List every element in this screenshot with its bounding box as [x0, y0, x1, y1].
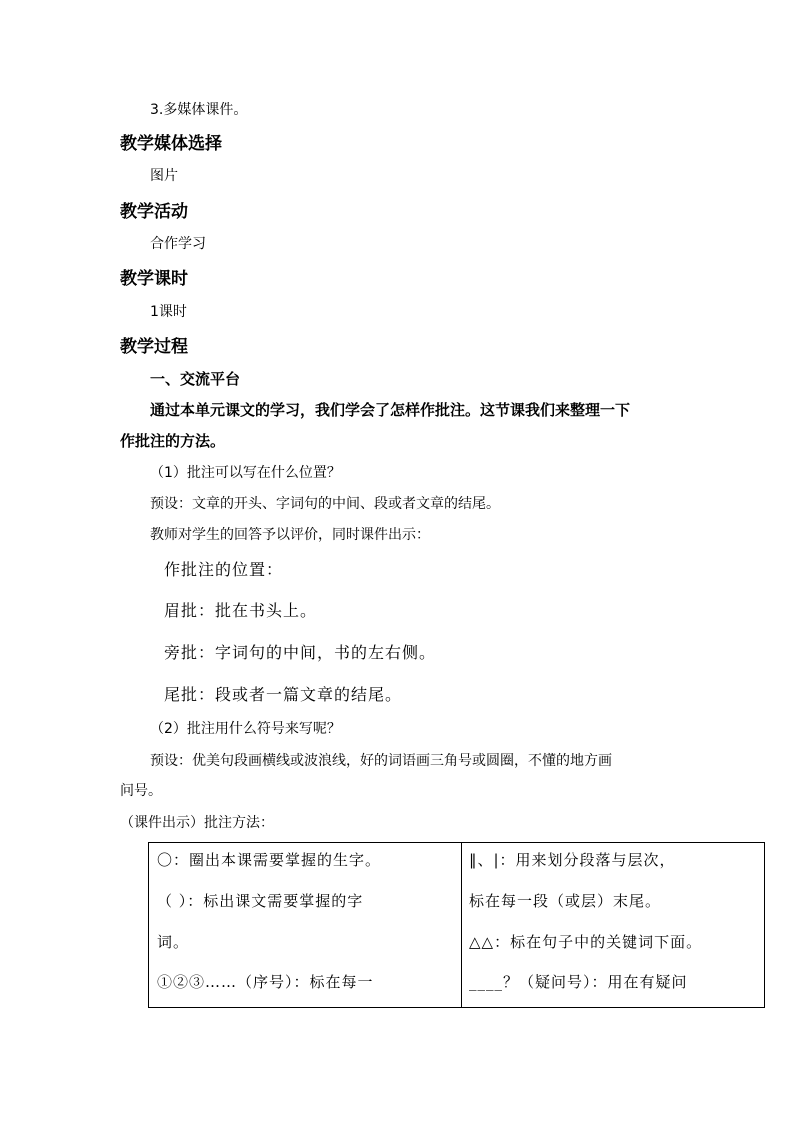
heading-media: 教学媒体选择: [120, 134, 222, 154]
table-cell-line: △△：标在句子中的关键词下面。: [469, 933, 703, 951]
table-divider: [461, 843, 462, 1007]
table-cell-line: 标在每一段（或层）末尾。: [469, 892, 662, 910]
method-label: （课件出示）批注方法：: [120, 815, 274, 831]
heading-activity: 教学活动: [120, 202, 188, 222]
teacher-note: 教师对学生的回答予以评价，同时课件出示：: [150, 527, 430, 543]
intro-line-1: 通过本单元课文的学习，我们学会了怎样作批注。这节课我们来整理一下: [150, 401, 631, 419]
list-item-multimedia: 3.多媒体课件。: [150, 102, 248, 118]
slide-title: 作批注的位置：: [164, 560, 284, 579]
intro-line-2: 作批注的方法。: [120, 432, 226, 450]
media-content: 图片: [150, 168, 178, 184]
table-cell-line: ①②③……（序号）：标在每一: [157, 973, 374, 991]
table-cell-line: 〇：圈出本课需要掌握的生字。: [157, 851, 382, 869]
slide-item: 旁批：字词句的中间，书的左右侧。: [164, 643, 437, 662]
preset-2-line-2: 问号。: [120, 783, 162, 799]
table-cell-line: ____？（疑问号）：用在有疑问: [469, 973, 688, 991]
duration-content: 1课时: [150, 304, 187, 320]
heading-duration: 教学课时: [120, 269, 188, 289]
heading-process: 教学过程: [120, 337, 188, 357]
question-2: （2）批注用什么符号来写呢？: [150, 721, 341, 737]
table-cell-line: （ ）：标出课文需要掌握的字: [157, 892, 364, 910]
section-title: 一、交流平台: [150, 370, 241, 388]
preset-2-line-1: 预设：优美句段画横线或波浪线，好的词语画三角号或圆圈，不懂的地方画: [150, 753, 612, 769]
slide-item: 眉批：批在书头上。: [164, 601, 318, 620]
slide-item: 尾批：段或者一篇文章的结尾。: [164, 685, 403, 704]
table-cell-line: 词。: [157, 933, 190, 951]
preset-1: 预设：文章的开头、字词句的中间、段或者文章的结尾。: [150, 496, 500, 512]
table-cell-line: ‖、|：用来划分段落与层次，: [469, 851, 676, 869]
annotation-methods-table: [148, 842, 765, 1008]
question-1: （1）批注可以写在什么位置？: [150, 465, 341, 481]
activity-content: 合作学习: [150, 236, 206, 252]
